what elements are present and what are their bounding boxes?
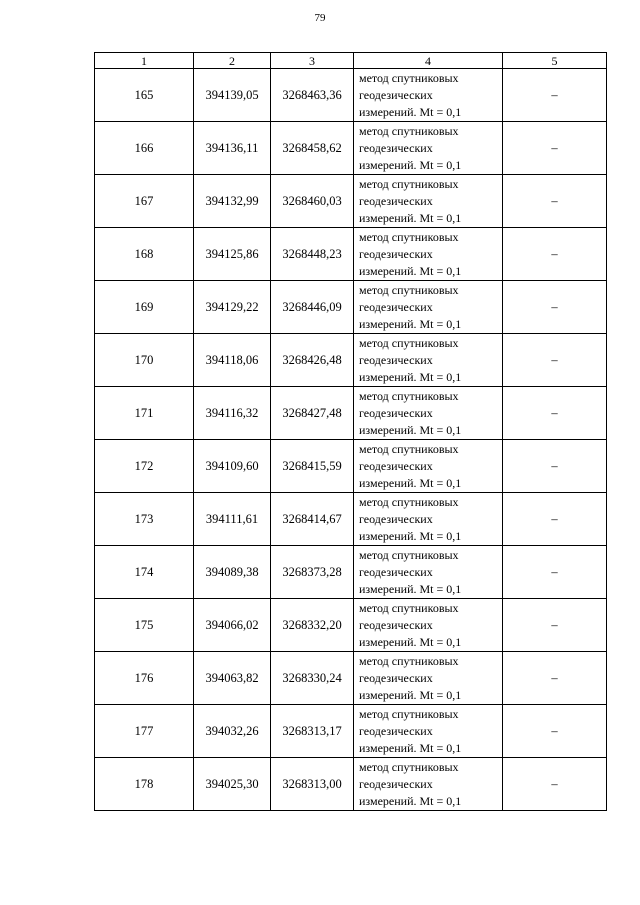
method-cell: метод спутниковых геодезических измерений. Mt = 0,1 — [354, 228, 503, 281]
header-row — [95, 53, 607, 69]
table-header — [95, 53, 607, 69]
method-cell: метод спутниковых геодезических измерений. Mt = 0,1 — [354, 705, 503, 758]
note-cell: – — [503, 652, 607, 705]
y-coordinate-cell: 3268414,67 — [271, 493, 354, 546]
y-coordinate-cell: 3268330,24 — [271, 652, 354, 705]
point-number-cell: 176 — [95, 652, 194, 705]
x-coordinate-cell: 394132,99 — [194, 175, 271, 228]
table-row — [95, 387, 607, 440]
coordinates-table — [94, 52, 607, 811]
note-cell: – — [503, 69, 607, 122]
table-row — [95, 228, 607, 281]
x-coordinate-cell: 394125,86 — [194, 228, 271, 281]
x-coordinate-cell: 394066,02 — [194, 599, 271, 652]
point-number-cell: 167 — [95, 175, 194, 228]
y-coordinate-cell: 3268427,48 — [271, 387, 354, 440]
note-cell: – — [503, 175, 607, 228]
point-number-cell: 177 — [95, 705, 194, 758]
note-cell: – — [503, 387, 607, 440]
method-cell: метод спутниковых геодезических измерений. Mt = 0,1 — [354, 758, 503, 811]
note-cell: – — [503, 705, 607, 758]
table-row — [95, 705, 607, 758]
method-cell: метод спутниковых геодезических измерений. Mt = 0,1 — [354, 175, 503, 228]
point-number-cell: 170 — [95, 334, 194, 387]
method-cell: метод спутниковых геодезических измерений. Mt = 0,1 — [354, 334, 503, 387]
header-col-2: 2 — [194, 53, 271, 69]
y-coordinate-cell: 3268313,00 — [271, 758, 354, 811]
point-number-cell: 165 — [95, 69, 194, 122]
table-row — [95, 440, 607, 493]
table-row — [95, 122, 607, 175]
note-cell: – — [503, 493, 607, 546]
table-row — [95, 599, 607, 652]
table-row — [95, 652, 607, 705]
x-coordinate-cell: 394032,26 — [194, 705, 271, 758]
note-cell: – — [503, 440, 607, 493]
note-cell: – — [503, 334, 607, 387]
point-number-cell: 172 — [95, 440, 194, 493]
x-coordinate-cell: 394136,11 — [194, 122, 271, 175]
point-number-cell: 166 — [95, 122, 194, 175]
page-number: 79 — [314, 12, 326, 24]
note-cell: – — [503, 281, 607, 334]
y-coordinate-cell: 3268460,03 — [271, 175, 354, 228]
header-col-4: 4 — [354, 53, 503, 69]
y-coordinate-cell: 3268373,28 — [271, 546, 354, 599]
point-number-cell: 171 — [95, 387, 194, 440]
point-number-cell: 173 — [95, 493, 194, 546]
method-cell: метод спутниковых геодезических измерений. Mt = 0,1 — [354, 546, 503, 599]
y-coordinate-cell: 3268426,48 — [271, 334, 354, 387]
method-cell: метод спутниковых геодезических измерений. Mt = 0,1 — [354, 599, 503, 652]
point-number-cell: 169 — [95, 281, 194, 334]
x-coordinate-cell: 394089,38 — [194, 546, 271, 599]
method-cell: метод спутниковых геодезических измерений. Mt = 0,1 — [354, 122, 503, 175]
x-coordinate-cell: 394139,05 — [194, 69, 271, 122]
y-coordinate-cell: 3268332,20 — [271, 599, 354, 652]
table-row — [95, 334, 607, 387]
table-body — [95, 69, 607, 811]
y-coordinate-cell: 3268448,23 — [271, 228, 354, 281]
x-coordinate-cell: 394109,60 — [194, 440, 271, 493]
table-row — [95, 175, 607, 228]
note-cell: – — [503, 228, 607, 281]
point-number-cell: 178 — [95, 758, 194, 811]
table-row — [95, 281, 607, 334]
method-cell: метод спутниковых геодезических измерений. Mt = 0,1 — [354, 493, 503, 546]
note-cell: – — [503, 599, 607, 652]
x-coordinate-cell: 394129,22 — [194, 281, 271, 334]
note-cell: – — [503, 546, 607, 599]
method-cell: метод спутниковых геодезических измерений. Mt = 0,1 — [354, 652, 503, 705]
x-coordinate-cell: 394118,06 — [194, 334, 271, 387]
method-cell: метод спутниковых геодезических измерений. Mt = 0,1 — [354, 440, 503, 493]
table-row — [95, 493, 607, 546]
method-cell: метод спутниковых геодезических измерений. Mt = 0,1 — [354, 387, 503, 440]
y-coordinate-cell: 3268415,59 — [271, 440, 354, 493]
method-cell: метод спутниковых геодезических измерений. Mt = 0,1 — [354, 69, 503, 122]
point-number-cell: 168 — [95, 228, 194, 281]
method-cell: метод спутниковых геодезических измерений. Mt = 0,1 — [354, 281, 503, 334]
note-cell: – — [503, 758, 607, 811]
point-number-cell: 174 — [95, 546, 194, 599]
x-coordinate-cell: 394116,32 — [194, 387, 271, 440]
table-row — [95, 69, 607, 122]
y-coordinate-cell: 3268313,17 — [271, 705, 354, 758]
point-number-cell: 175 — [95, 599, 194, 652]
table-row — [95, 758, 607, 811]
header-col-3: 3 — [271, 53, 354, 69]
y-coordinate-cell: 3268458,62 — [271, 122, 354, 175]
x-coordinate-cell: 394063,82 — [194, 652, 271, 705]
table-row — [95, 546, 607, 599]
header-col-1: 1 — [95, 53, 194, 69]
y-coordinate-cell: 3268463,36 — [271, 69, 354, 122]
x-coordinate-cell: 394111,61 — [194, 493, 271, 546]
x-coordinate-cell: 394025,30 — [194, 758, 271, 811]
note-cell: – — [503, 122, 607, 175]
y-coordinate-cell: 3268446,09 — [271, 281, 354, 334]
header-col-5: 5 — [503, 53, 607, 69]
